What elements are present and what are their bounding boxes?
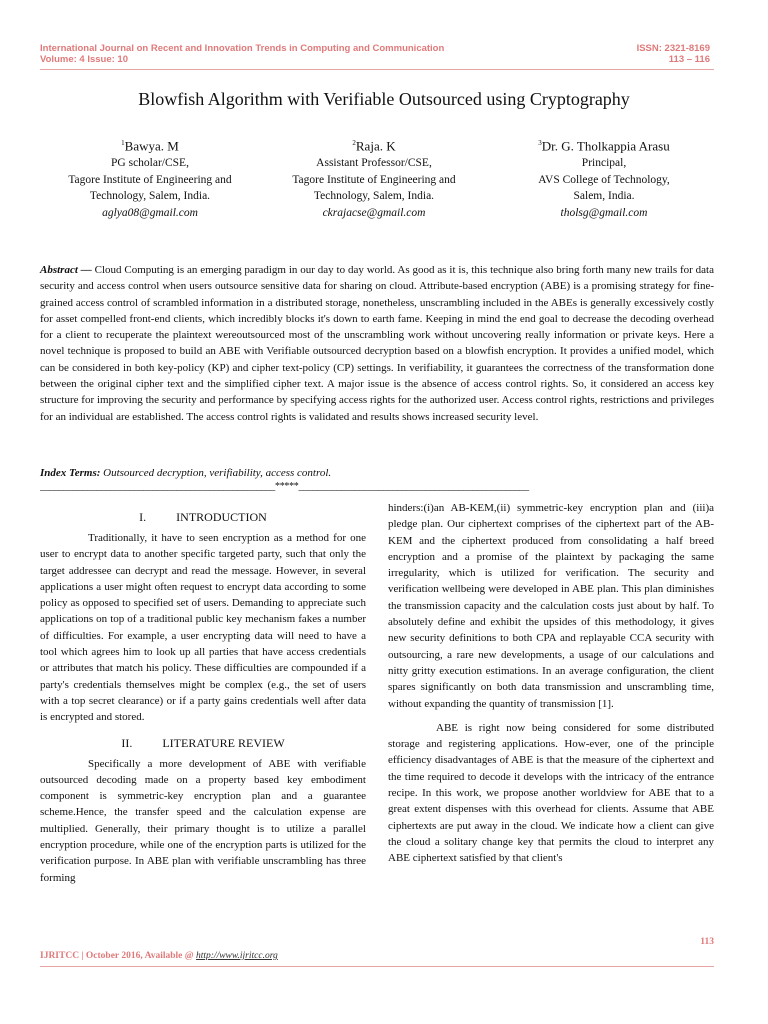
right-column — [388, 500, 714, 867]
index-terms — [40, 465, 714, 481]
author-2-name: Raja. K — [355, 138, 396, 154]
author-1-sup: 1 — [121, 139, 125, 147]
author-2 — [264, 134, 484, 221]
footer-rule — [40, 966, 714, 967]
author-1-email[interactable]: aglya08@gmail.com — [102, 206, 198, 219]
author-2-sup: 2 — [352, 139, 356, 147]
section-title: LITERATURE REVIEW — [162, 735, 285, 750]
page-number: 113 — [700, 937, 714, 947]
index-terms-text: Outsourced decryption, verifiability, access control. — [103, 467, 332, 479]
author-1-name: Bawya. M — [124, 138, 179, 154]
literature-paragraph: Specifically a more development of ABE with verifiable outsourced decoding made on a property based key embodiment component is symmetric-key encryption plan and a guarantee scheme.Hence, the transfer speed and the calculation expense are multiplied. Generally, their primary thought is to utilize a parallel encryption procedure, while one of the encryption parts is utilized for the verification purpose. In ABE plan with verifiable unscrambling has three forming — [40, 757, 366, 884]
section-heading-introduction — [40, 508, 366, 526]
section-number: I. — [139, 510, 147, 524]
section-title: INTRODUCTION — [176, 510, 267, 524]
paper-title: Blowfish Algorithm with Verifiable Outsourced using Cryptography — [138, 89, 630, 109]
section-heading-literature-review — [40, 734, 366, 752]
author-3-line-1: Principal, — [581, 157, 627, 170]
index-terms-label: Index Terms: — [40, 467, 101, 479]
issn: ISSN: 2321-8169 — [636, 43, 710, 54]
abstract — [40, 262, 714, 425]
footer-text — [40, 951, 278, 961]
author-1-line-1: PG scholar/CSE, — [111, 157, 189, 170]
abstract-text: Cloud Computing is an emerging paradigm in our day to day world. As good as it is, this technique also bring forth many new trails for data security and access control when users outsource sensitive data for sharing on cloud. Attribute-based encryption (ABE) is a promising strategy for fine-grained access control of scrambled information in a distributed storage, nonetheless, unscrambling included in the ABEs is generally excessively costly for asset compelled front-end clients, which incredibly blocks it's down to earth fame. Keeping in mind the end goal to decrease the decoding overhead for a client to recuperate the plaintext wereoutsourced most of the unscrambling work without uncovering really information or private keys. Here a novel technique is proposed to build an ABE with Verifiable outsourced decryption based on a blowfish encryption. It provides a unified model, which can be considered in both key-policy (KP) and cipher text-policy (CP) settings. In verifiability, it guarantees the correctness of the transformation done between the original cipher text and the simplified cipher text. A major issue is the absence of access control rights. So, it considered an access key structure for improving the security and performance by specifying access rights for the authorized user. Access control rights, restrictions and privileges for an individual are established. The access control rights is validated and results shows increased security level. — [40, 264, 714, 423]
section-divider: __________________________________________________*****_________________________________________________ — [40, 481, 529, 492]
section-number: II. — [121, 735, 133, 750]
author-2-email[interactable]: ckrajacse@gmail.com — [322, 206, 426, 219]
footer-label: IJRITCC | October 2016, Available @ — [40, 951, 194, 961]
author-3-sup: 3 — [538, 139, 542, 147]
intro-paragraph: Traditionally, it have to seen encryption as a method for one user to encrypt data to another specific targeted party, such that only the target addressee can decrypt and read the message. However, in several applications a user might often request to encrypt data according to some policy as opposed to specified set of users. Demanding to appreciate such applications on top of a traditional public key mechanism fakes a number of difficulties. For example, a user encrypting data will need to have a tool which agrees him to look up all parties that have access credentials or attributes that match his policy. These difficulties are compounded if a party's credentials themselves might be complex (e.g., the set of users with a top secret clearance) or if a party gains credentials well after data is encrypted and stored. — [40, 532, 366, 724]
volume-issue: Volume: 4 Issue: 10 — [40, 54, 128, 65]
abstract-label: Abstract — — [40, 264, 92, 276]
footer-link[interactable]: http://www.ijritcc.org — [195, 951, 278, 961]
journal-name: International Journal on Recent and Innovation Trends in Computing and Communication — [40, 43, 445, 54]
left-column — [40, 508, 366, 886]
author-2-line-2: Tagore Institute of Engineering and — [292, 173, 456, 186]
right-paragraph-1: hinders:(i)an AB-KEM,(ii) symmetric-key encryption plan and (iii)a pledge plan. Our ciphertext comprises of the ciphertext part of the AB-KEM and the ciphertext produced from consolidating a half breed encryption and a promise of the plaintext by packaging the same irregularity, which is utilized for verification. The security and verification wellbeing were developed in ABE plan. This plan diminishes the transmission capacity and the calculation costs just about by half. To absolutely define and exhibit the upsides of this methodology, it gives new security definitions to both CPA and replayable CCA security with outsourcing, a rare new developments, a usage of our calculations and nitty gritty execution estimations. In an average configuration, the client spares significantly on both data transmission and unscrambling time, without expanding the quantity of transmission [1]. — [388, 502, 714, 710]
author-2-line-3: Technology, Salem, India. — [313, 190, 435, 203]
author-1-line-2: Tagore Institute of Engineering and — [68, 173, 232, 186]
author-2-line-1: Assistant Professor/CSE, — [316, 157, 432, 170]
author-3-line-2: AVS College of Technology, — [538, 173, 670, 186]
author-3 — [494, 134, 714, 221]
right-paragraph-2: ABE is right now being considered for some distributed storage and registering applications. How-ever, one of the principle efficiency disadvantages of ABE is that the measure of the ciphertext and the time required to decode it develops with the intricacy of the entrance recipe. In this work, we propose another worldview for ABE that to a great extent dispenses with this overhead for clients. Assume that ABE ciphertexts are put away in the cloud. We indicate how a client can give the cloud a solitary change key that permits the cloud to interpret any ABE ciphertext satisfied by that client's — [388, 721, 714, 865]
author-3-name: Dr. G. Tholkappia Arasu — [541, 138, 670, 154]
author-3-line-3: Salem, India. — [573, 190, 635, 203]
author-1 — [40, 134, 260, 221]
author-3-email[interactable]: tholsg@gmail.com — [560, 206, 648, 219]
page-range: 113 – 116 — [668, 54, 710, 65]
author-1-line-3: Technology, Salem, India. — [89, 190, 211, 203]
header-rule — [40, 69, 714, 70]
